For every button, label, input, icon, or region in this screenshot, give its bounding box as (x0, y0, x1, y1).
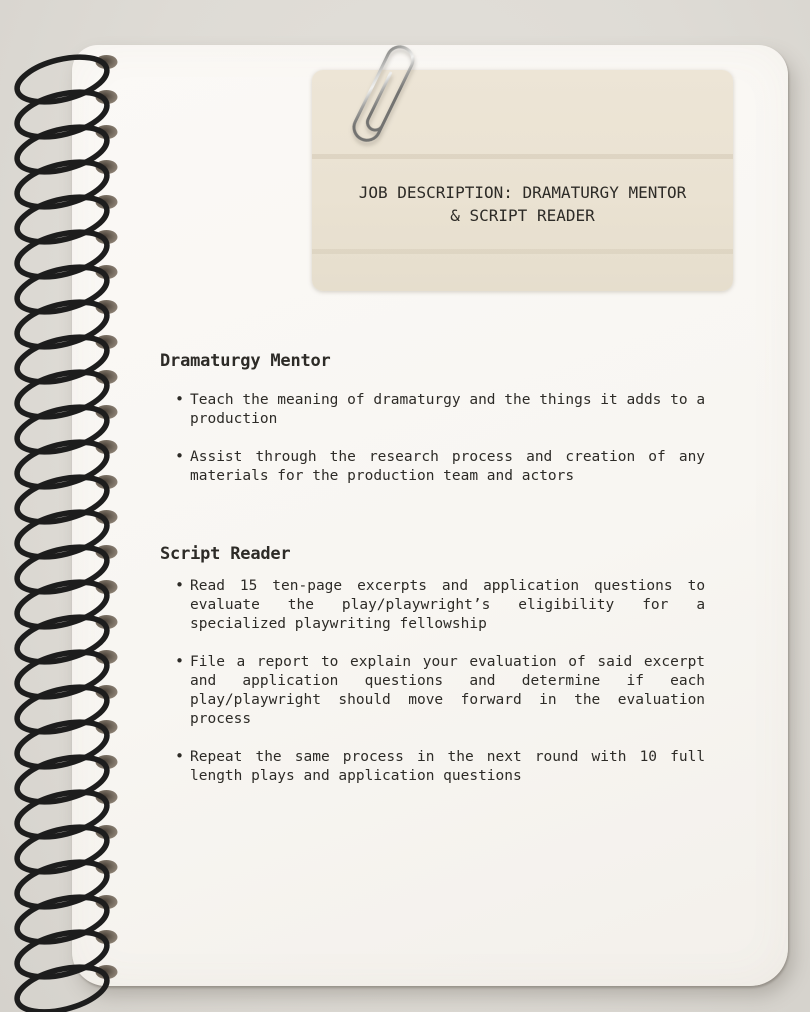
bullet-item: • Read 15 ten-page excerpts and application questions to evaluate the play/playwright’s eligibility for a specialized playwriting fellowship (190, 577, 705, 634)
job-description-body (160, 351, 708, 786)
bullet-item: • Assist through the research process and creation of any materials for the production team and actors (190, 448, 705, 486)
bullet-list-dramaturgy-mentor (160, 391, 705, 486)
section-heading-script-reader: Script Reader (160, 544, 291, 564)
bullet-list-script-reader (160, 577, 705, 786)
bullet-item: • Repeat the same process in the next round with 10 full length plays and application questions (190, 748, 705, 786)
label-title: JOB DESCRIPTION: DRAMATURGY MENTOR & SCRIPT READER (358, 183, 687, 225)
section-heading-dramaturgy-mentor: Dramaturgy Mentor (160, 351, 331, 371)
bullet-item: • File a report to explain your evaluation of said excerpt and application questions and determine if each play/playwright should move forward in the evaluation process (190, 653, 705, 729)
bullet-item: • Teach the meaning of dramaturgy and the things it adds to a production (190, 391, 705, 429)
notebook-page (72, 45, 788, 986)
